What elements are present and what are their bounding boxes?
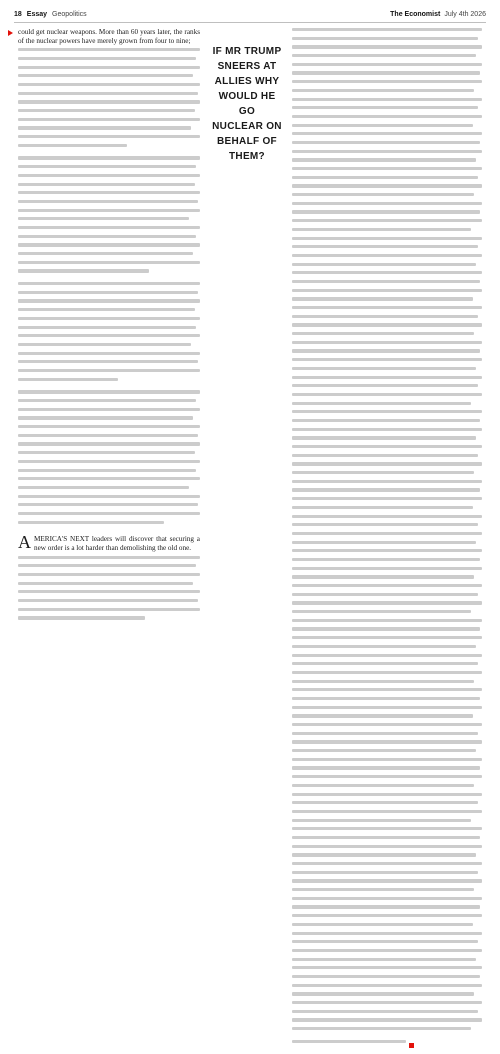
issue-date: July 4th 2026 [444,10,486,18]
subsection-name: Geopolitics [52,10,87,18]
opening-excerpt: could get nuclear weapons. More than 60 years later, the ranks of the nuclear powers have merely grown from four to nine; [18,28,200,45]
redacted-body-block-1 [18,48,200,533]
pull-quote: IF MR TRUMP SNEERS AT ALLIES WHY WOULD HE GO NUCLEAR ON BEHALF OF THEM? [212,46,282,162]
header-left [14,11,87,18]
redacted-body-block-3 [292,28,482,1054]
continued-marker-icon [8,30,13,36]
end-of-article-icon [409,1043,414,1048]
page-number: 18 [14,10,22,18]
masthead: The Economist [390,10,441,18]
header-right [390,11,486,18]
dropcap-letter: A [18,532,31,553]
body-column-right [292,28,482,1054]
section-name: Essay [26,10,48,18]
body-column-left [18,28,200,625]
dropcap-paragraph [18,532,200,555]
page-header [14,6,486,23]
redacted-body-block-2 [18,556,200,620]
dropcap-excerpt: MERICA'S NEXT leaders will discover that securing a new order is a lot harder than demolishing the old one. [34,535,200,552]
